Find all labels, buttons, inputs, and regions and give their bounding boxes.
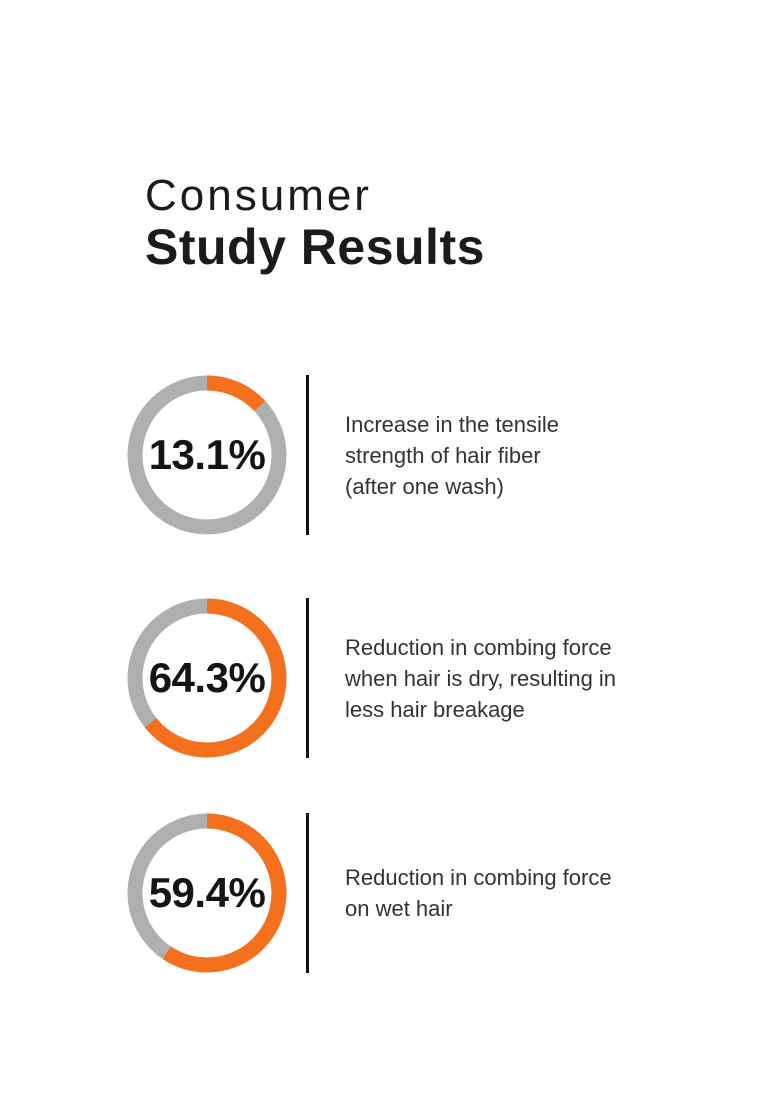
donut-chart-combing-force-dry bbox=[127, 598, 287, 758]
vertical-divider bbox=[306, 813, 309, 973]
stat-description bbox=[345, 409, 675, 502]
stat-description bbox=[345, 862, 675, 924]
donut-percent-label: 59.4% bbox=[148, 869, 266, 916]
stat-description-line: when hair is dry, resulting in bbox=[345, 665, 617, 691]
stat-row-tensile-strength bbox=[127, 373, 675, 537]
donut-percent-label: 64.3% bbox=[148, 654, 266, 701]
page-title-line2: Study Results bbox=[145, 219, 485, 275]
stat-description-line: Reduction in combing force bbox=[345, 865, 612, 890]
stat-description-line: Reduction in combing force bbox=[345, 634, 612, 660]
stat-description-line: on wet hair bbox=[345, 896, 453, 921]
donut-percent-label: 13.1% bbox=[148, 431, 266, 478]
donut-chart-tensile-strength bbox=[127, 375, 287, 535]
stat-row-combing-force-wet bbox=[127, 811, 675, 975]
vertical-divider bbox=[306, 375, 309, 535]
stat-description-line: less hair breakage bbox=[345, 696, 525, 722]
page-title bbox=[145, 172, 485, 274]
stat-description-line: Increase in the tensile bbox=[345, 411, 560, 437]
page-title-line1: Consumer bbox=[145, 171, 372, 220]
stat-row-combing-force-dry bbox=[127, 596, 675, 760]
stat-description-line: strength of hair fiber bbox=[345, 442, 541, 468]
vertical-divider bbox=[306, 598, 309, 758]
donut-chart-combing-force-wet bbox=[127, 813, 287, 973]
stat-description-line: (after one wash) bbox=[345, 473, 504, 499]
stat-description bbox=[345, 632, 675, 725]
